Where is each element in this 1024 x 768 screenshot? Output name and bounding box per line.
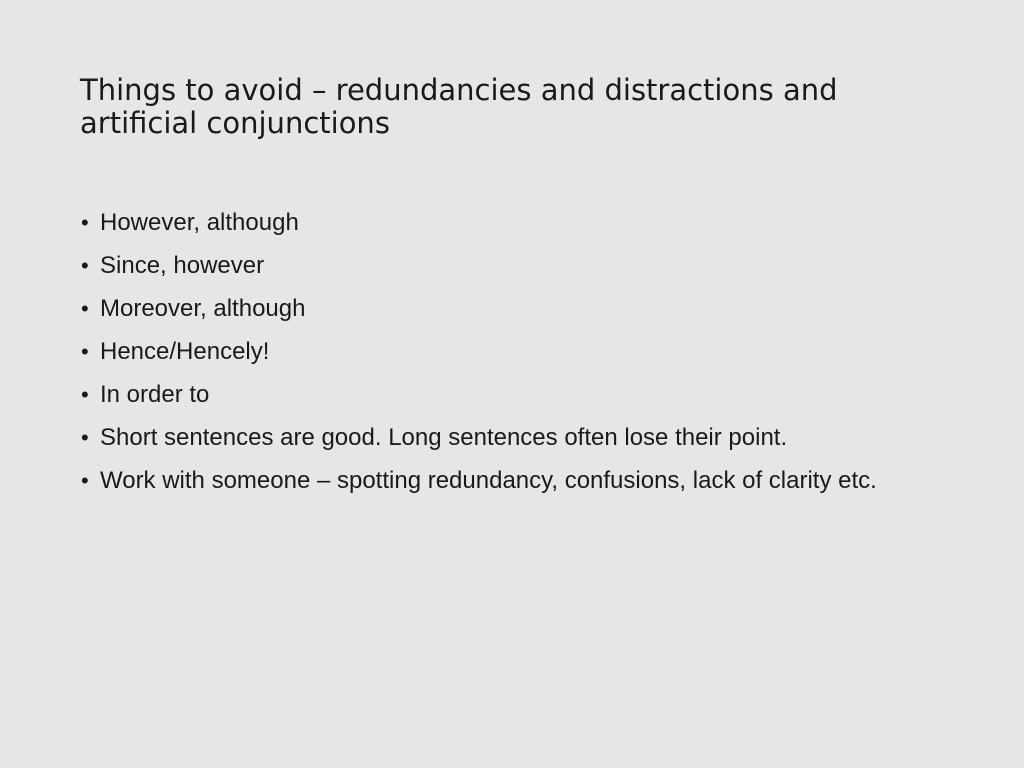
bullet-item-short-sentences: [80, 421, 960, 454]
slide-title: Things to avoid – redundancies and distractions and artificial conjunctions: [80, 73, 838, 140]
bullet-dot-icon: •: [81, 253, 89, 278]
bullet-item-moreover-although: [80, 292, 960, 325]
bullet-text: In order to: [100, 381, 210, 408]
bullet-text: Since, however: [100, 252, 265, 279]
bullet-text: Moreover, although: [100, 295, 306, 322]
bullet-dot-icon: •: [81, 382, 89, 407]
bullet-dot-icon: •: [81, 425, 89, 450]
bullet-item-work-with-someone: [80, 464, 960, 497]
bullet-list: [80, 206, 960, 507]
bullet-text: Hence/Hencely!: [100, 338, 270, 365]
bullet-item-hence: [80, 335, 960, 368]
bullet-item-however-although: [80, 206, 960, 239]
bullet-dot-icon: •: [81, 296, 89, 321]
bullet-text: Short sentences are good. Long sentences often lose their point.: [100, 424, 788, 451]
bullet-text: However, although: [100, 209, 299, 236]
bullet-item-since-however: [80, 249, 960, 282]
bullet-dot-icon: •: [81, 468, 89, 493]
bullet-dot-icon: •: [81, 339, 89, 364]
bullet-item-in-order-to: [80, 378, 960, 411]
bullet-text: Work with someone – spotting redundancy, confusions, lack of clarity etc.: [100, 467, 877, 494]
bullet-dot-icon: •: [81, 210, 89, 235]
